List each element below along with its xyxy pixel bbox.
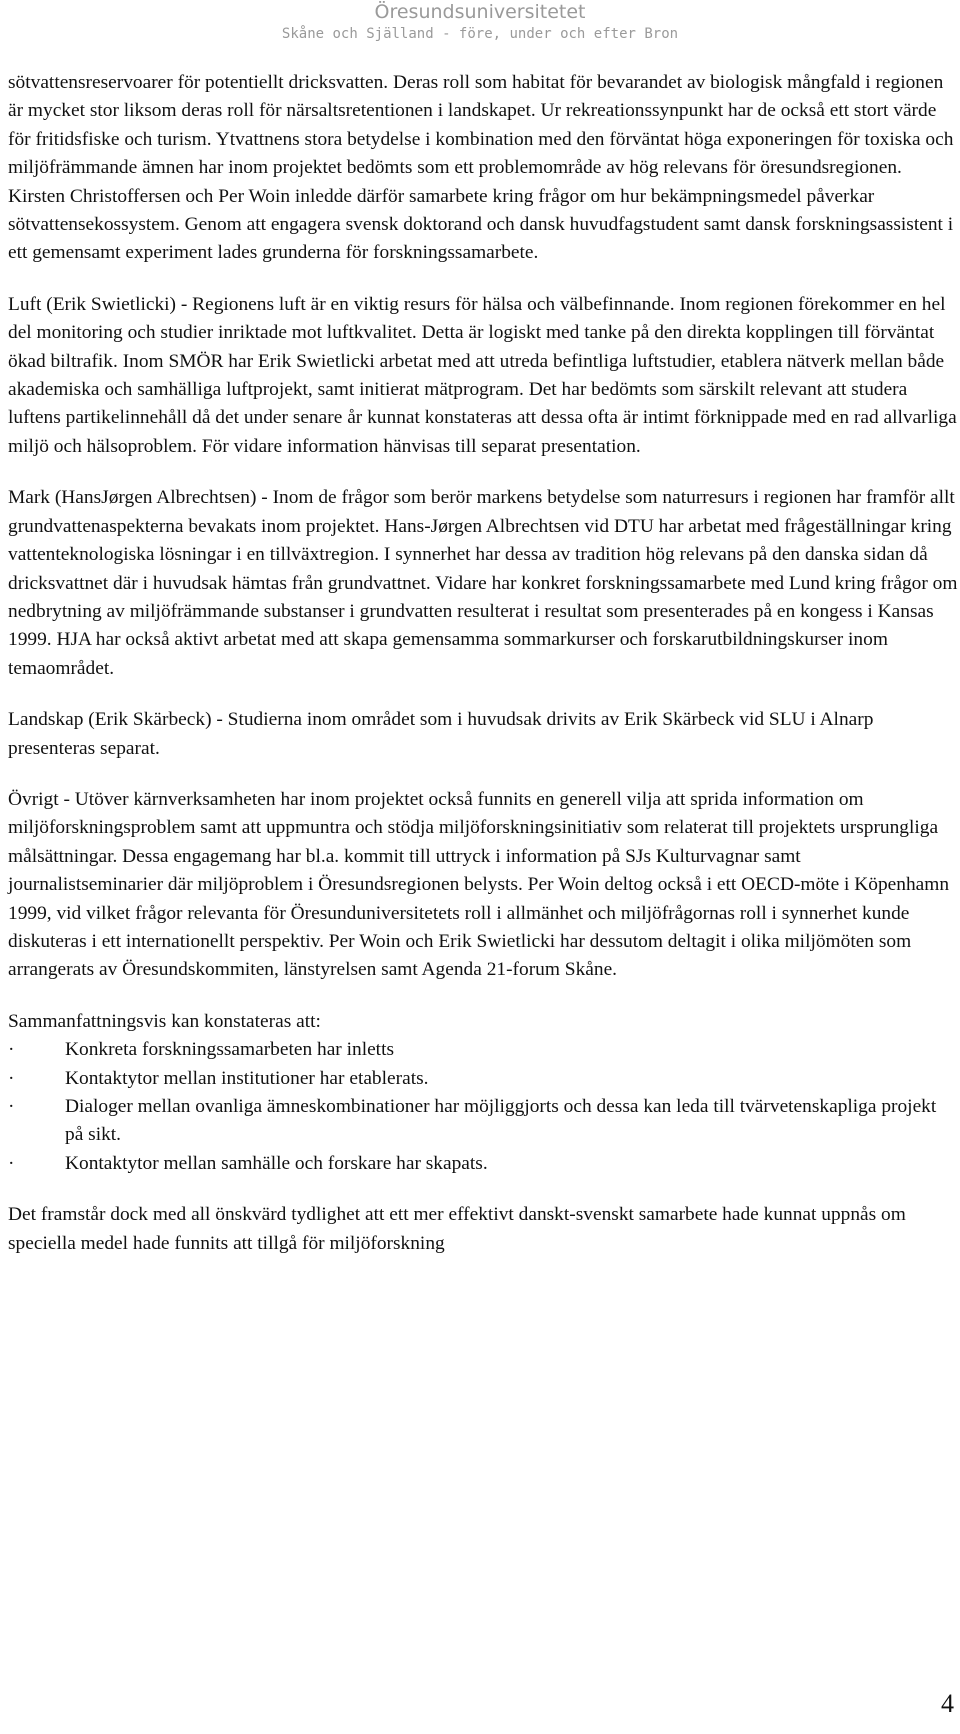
header-title: Öresundsuniversitetet	[374, 1, 586, 23]
document-body	[8, 69, 958, 1281]
list-item	[8, 1150, 958, 1178]
paragraph-mark: Mark (HansJørgen Albrechtsen) - Inom de frågor som berör markens betydelse som naturresurs i regionen har framför allt grundvattenaspekterna bevakats inom projektet. Hans-Jørgen Albrechtsen vid DTU har arbetat med frågeställningar kring vattenteknologiska lösningar i en tillväxtregion. I synnerhet har dessa av tradition hög relevans på den danska sidan då dricksvattnet där i huvudsak hämtas från grundvattnet. Vidare har konkret forskningssamarbete med Lund kring frågor om nedbrytning av miljöfrämmande substanser i grundvatten resulterat i resultat som presenterades på en kongess i Kansas 1999. HJA har också aktivt arbetat med att skapa gemensamma sommarkurser och forskarutbildningskurser inom temaområdet.	[8, 487, 958, 679]
paragraph-landskap: Landskap (Erik Skärbeck) - Studierna inom området som i huvudsak drivits av Erik Skärbeck vid SLU i Alnarp presenteras separat.	[8, 709, 874, 759]
bullet-marker: ·	[8, 1096, 15, 1117]
page-number: 4	[941, 1689, 954, 1718]
paragraph-ovrigt: Övrigt - Utöver kärnverksamheten har inom projektet också funnits en generell vilja att sprida information om miljöforskningsproblem samt att uppmuntra och stödja miljöforskningsinitiativ som relaterat till projektets ursprungliga målsättningar. Dessa engagemang har bl.a. kommit till uttryck i information på SJs Kulturvagnar samt journalistseminarier där miljöproblem i Öresundsregionen belysts. Per Woin deltog också i ett OECD-möte i Köpenhamn 1999, vid vilket frågor relevanta för Öresunduniversitetets roll i allmänhet och miljöfrågornas roll i synnerhet kunde diskuteras i ett internationellt perspektiv. Per Woin och Erik Swietlicki har dessutom deltagit i olika miljömöten som arrangerats av Öresundskommiten, länstyrelsen samt Agenda 21-forum Skåne.	[8, 788, 950, 981]
paragraph-ytvatten: sötvattensreservoarer för potentiellt dricksvatten. Deras roll som habitat för bevarandet av biologisk mångfald i regionen är mycket stor liksom deras roll för närsaltsretentionen i landskapet. Ur rekreationssynpunkt har de också ett stort värde för fritidsfiske och turism. Ytvattnens stora betydelse i kombination med den förväntat höga exponeringen för toxiska och miljöfrämmande ämnen har inom projektet bedömts som ett problemområde av hög relevans för öresundsregionen. Kirsten Christoffersen och Per Woin inledde därför samarbete kring frågor om hur bekämpningsmedel påverkar sötvattensekossystem. Genom att engagera svensk doktorand och dansk huvudfagstudent samt dansk forskningsassistent i ett gemensamt experiment lades grunderna för forskningssamarbete.	[8, 72, 954, 264]
list-item	[8, 1093, 958, 1150]
paragraph-luft: Luft (Erik Swietlicki) - Regionens luft är en viktig resurs för hälsa och välbefinnande. Inom regionen förekommer en hel del monitoring och studier inriktade mot luftkvalitet. Detta är logiskt med tanke på den direkta kopplingen till förväntat ökad biltrafik. Inom SMÖR har Erik Swietlicki arbetat med att utreda befintliga luftstudier, etablera nätverk mellan både akademiska och samhälliga luftprojekt, samt initierat mätprogram. Det har bedömts som särskilt relevant att studera luftens partikelinnehåll då det under senare år kunnat konstateras att dessa ofta är intimt förknippade med en rad allvarliga miljö och hälsoproblem. För vidare information hänvisas till separat presentation.	[8, 293, 957, 457]
list-item	[8, 1036, 958, 1064]
bullet-marker: ·	[8, 1039, 15, 1061]
header-subtitle: Skåne och Själland - före, under och efter Bron	[281, 26, 679, 42]
list-item	[8, 1065, 958, 1093]
bullet-marker: ·	[8, 1067, 15, 1089]
closing-paragraph: Det framstår dock med all önskvärd tydlighet att ett mer effektivt danskt-svenskt samarbete hade kunnat uppnås om speciella medel hade funnits att tillgå för miljöforskning	[8, 1204, 906, 1254]
bullet-marker: ·	[8, 1152, 15, 1174]
summary-list	[8, 1036, 958, 1178]
summary-intro: Sammanfattningsvis kan konstateras att:	[8, 1010, 321, 1032]
list-item-text: Kontaktytor mellan institutioner har etablerats.	[65, 1067, 429, 1089]
list-item-text: Dialoger mellan ovanliga ämneskombinationer har möjliggjorts och dessa kan leda till tvärvetenskapliga projekt på sikt.	[65, 1096, 937, 1146]
list-item-text: Kontaktytor mellan samhälle och forskare har skapats.	[65, 1152, 488, 1174]
list-item-text: Konkreta forskningssamarbeten har inletts	[65, 1039, 395, 1061]
